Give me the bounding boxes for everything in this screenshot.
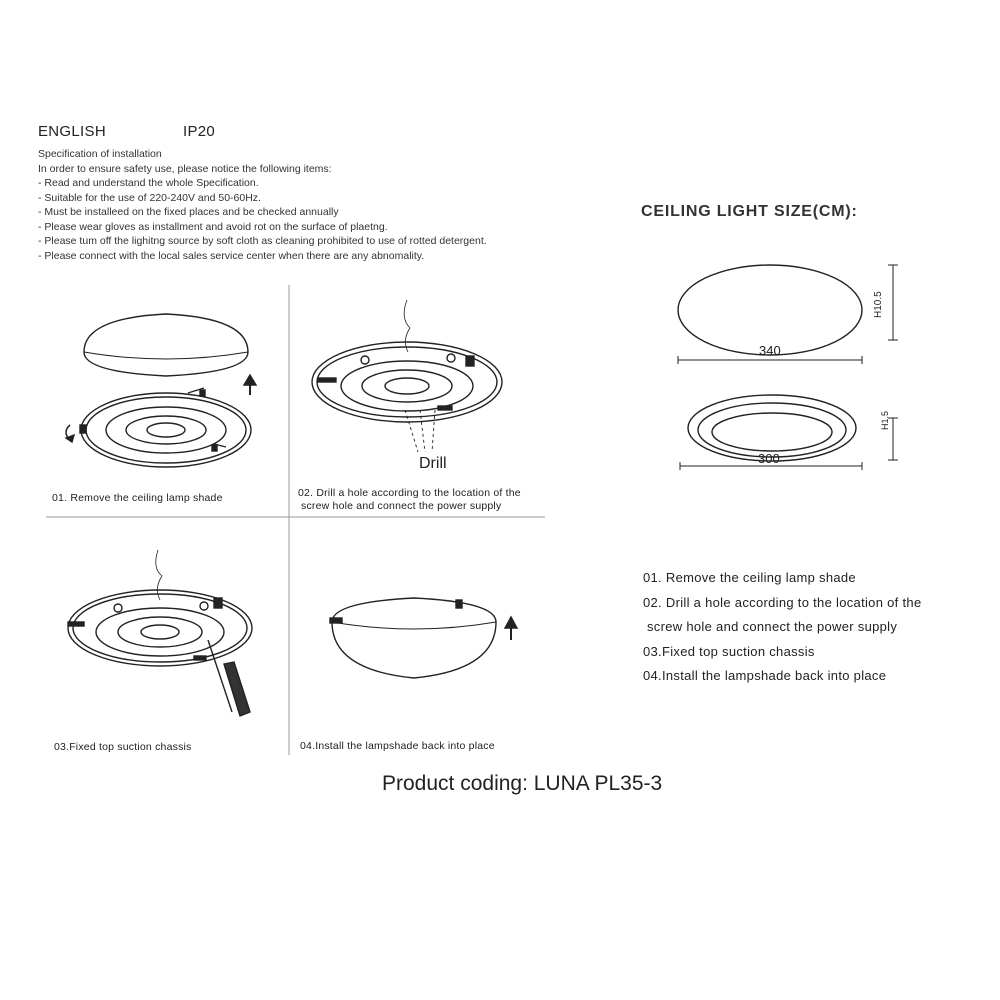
step-item: 02. Drill a hole according to the location of the — [643, 594, 922, 610]
step-item: screw hole and connect the power supply — [647, 619, 898, 635]
fig2-caption-line1: 02. Drill a hole according to the location of the — [298, 487, 521, 499]
steps-list — [643, 566, 921, 689]
spec-line: - Please wear gloves as installment and avoid rot on the surface of plaetng. — [38, 220, 388, 233]
spec-line: - Read and understand the whole Specification. — [38, 177, 259, 189]
spec-line: - Suitable for the use of 220-240V and 50-60Hz. — [38, 191, 261, 204]
fig4-caption: 04.Install the lampshade back into place — [300, 740, 495, 752]
shade-width-label: 340 — [759, 343, 781, 358]
spec-title: Specification of installation — [38, 148, 162, 160]
language-label: ENGLISH — [38, 123, 106, 140]
fig2-caption-line2: screw hole and connect the power supply — [301, 500, 502, 512]
shade-height-label: H10.5 — [873, 291, 884, 318]
step-item: 01. Remove the ceiling lamp shade — [643, 570, 856, 585]
ip-rating: IP20 — [183, 123, 216, 140]
product-code: Product coding: LUNA PL35-3 — [382, 772, 663, 795]
base-width-label: 300 — [758, 451, 780, 466]
step-item: 04.Install the lampshade back into place — [643, 668, 887, 684]
spec-line: - Must be installeed on the fixed places and be checked annually — [38, 206, 339, 218]
drill-label: Drill — [419, 455, 447, 472]
base-height-label: H1.5 — [880, 410, 890, 430]
fig3-caption: 03.Fixed top suction chassis — [54, 741, 192, 753]
spec-line: - Please tum off the lighitng source by soft cloth as cleaning prohibited to use of rotted detergent. — [38, 235, 487, 247]
fig1-caption: 01. Remove the ceiling lamp shade — [52, 492, 223, 504]
spec-line: - Please connect with the local sales service center when there are any abnomality. — [38, 249, 425, 262]
size-title: CEILING LIGHT SIZE(CM): — [641, 203, 858, 220]
spec-line: In order to ensure safety use, please notice the following items: — [38, 162, 332, 175]
step-item: 03.Fixed top suction chassis — [643, 643, 815, 659]
